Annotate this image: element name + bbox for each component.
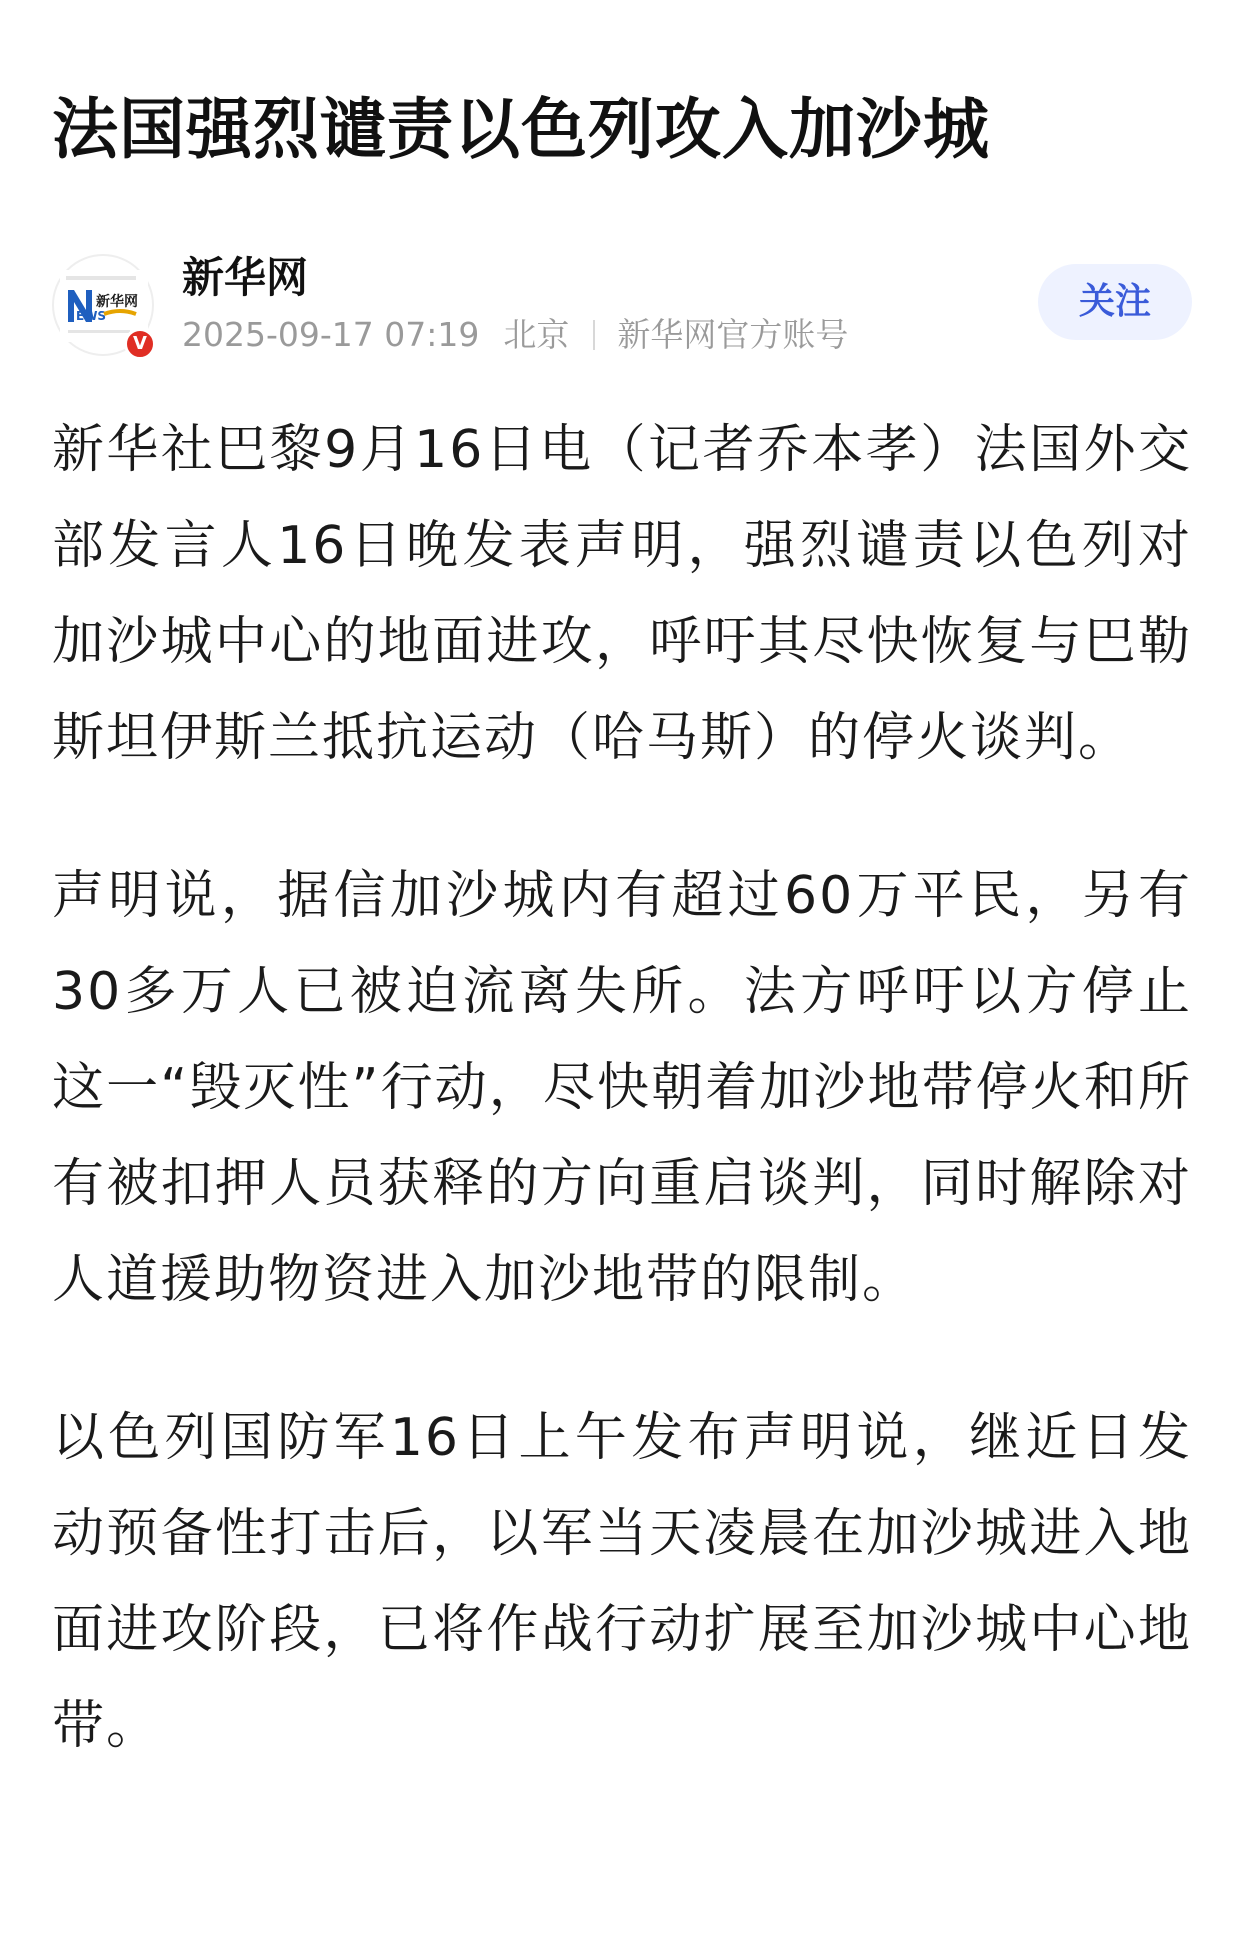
article-body [52,420,1192,1836]
verified-v-icon: V [124,328,156,360]
publish-date: 2025-09-17 07:19 [182,315,480,354]
meta-divider [593,320,595,350]
svg-text:新华网: 新华网 [96,294,138,310]
author-row [52,250,1192,360]
publish-location: 北京 [503,315,570,354]
article-meta [182,314,848,356]
account-type: 新华网官方账号 [617,315,849,354]
article-title: 法国强烈谴责以色列攻入加沙城 [52,91,990,168]
author-name[interactable]: 新华网 [182,253,309,302]
author-avatar[interactable] [52,254,154,356]
follow-button[interactable]: 关注 [1038,264,1192,340]
svg-text:EWS: EWS [76,309,107,323]
article-paragraph: 新华社巴黎9月16日电（记者乔本孝）法国外交部发言人16日晚发表声明，强烈谴责以色列对加沙城中心的地面进攻，呼吁其尽快恢复与巴勒斯坦伊斯兰抵抗运动（哈马斯）的停火谈判。 [52,420,1192,768]
article-paragraph: 以色列国防军16日上午发布声明说，继近日发动预备性打击后，以军当天凌晨在加沙城进入地面进攻阶段，已将作战行动扩展至加沙城中心地带。 [52,1408,1192,1756]
article-paragraph: 声明说，据信加沙城内有超过60万平民，另有30多万人已被迫流离失所。法方呼吁以方停止这一“毁灭性”行动，尽快朝着加沙地带停火和所有被扣押人员获释的方向重启谈判，同时解除对人道援助物资进入加沙地带的限制。 [52,866,1192,1310]
